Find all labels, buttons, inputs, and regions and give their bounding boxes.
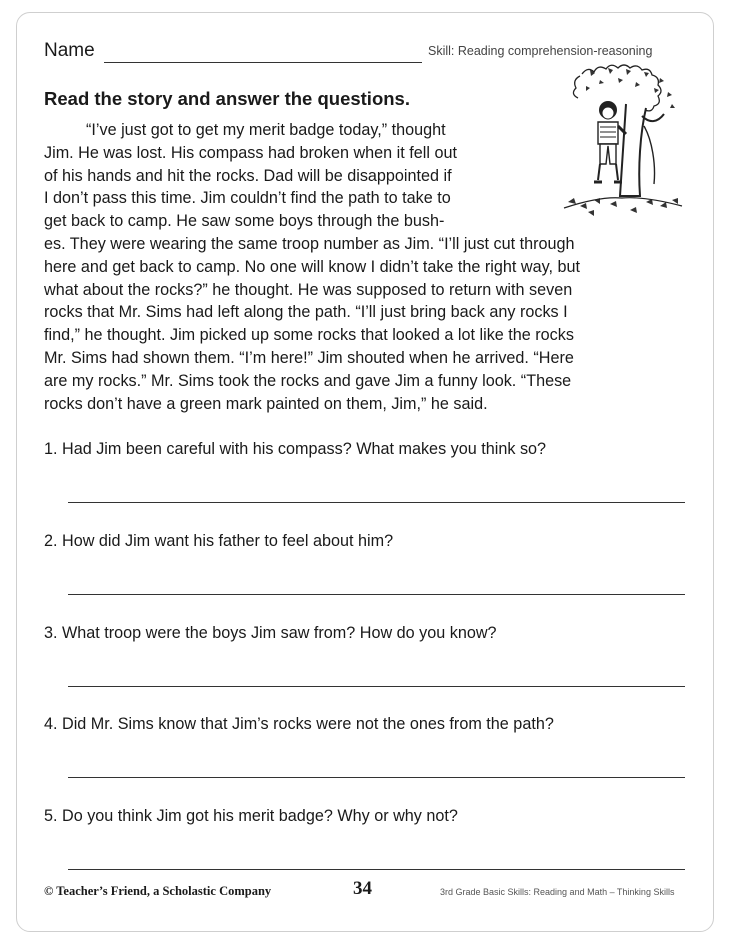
story-line: rocks don’t have a green mark painted on them, Jim,” he said. <box>44 394 488 413</box>
story-line: are my rocks.” Mr. Sims took the rocks and gave Jim a funny look. “These <box>44 371 572 390</box>
question-3: 3. What troop were the boys Jim saw from? How do you know? <box>44 624 497 642</box>
question-2: 2. How did Jim want his father to feel about him? <box>44 532 394 550</box>
story-line: Mr. Sims had shown them. “I’m here!” Jim shouted when he arrived. “Here <box>44 348 574 367</box>
story-line: Jim. He was lost. His compass had broken when it fell out <box>44 143 457 162</box>
story-line: find,” he thought. Jim picked up some rocks that looked a lot like the rocks <box>44 326 574 345</box>
story-line: here and get back to camp. No one will know I didn’t take the right way, but <box>44 257 580 276</box>
story-text <box>44 119 684 415</box>
name-blank-line[interactable] <box>104 62 422 63</box>
answer-line-1[interactable] <box>68 502 685 503</box>
skill-label: Skill: Reading comprehension-reasoning <box>428 44 653 58</box>
answer-line-5[interactable] <box>68 869 685 870</box>
answer-line-2[interactable] <box>68 594 685 595</box>
instructions-heading: Read the story and answer the questions. <box>44 88 410 109</box>
story-line: of his hands and hit the rocks. Dad will be disappointed if <box>44 166 452 185</box>
page-number: 34 <box>353 878 372 899</box>
book-title-footer: 3rd Grade Basic Skills: Reading and Math – Thinking Skills <box>440 887 675 897</box>
question-5: 5. Do you think Jim got his merit badge? Why or why not? <box>44 807 458 825</box>
question-4: 4. Did Mr. Sims know that Jim’s rocks were not the ones from the path? <box>44 715 554 733</box>
story-line: rocks that Mr. Sims had left along the path. “I’ll just bring back any rocks I <box>44 303 568 322</box>
story-line: I don’t pass this time. Jim couldn’t find the path to take to <box>44 189 451 208</box>
copyright-footer: © Teacher’s Friend, a Scholastic Company <box>44 884 272 898</box>
story-line: es. They were wearing the same troop number as Jim. “I’ll just cut through <box>44 234 575 253</box>
question-1: 1. Had Jim been careful with his compass? What makes you think so? <box>44 440 547 458</box>
answer-line-3[interactable] <box>68 686 685 687</box>
answer-line-4[interactable] <box>68 777 685 778</box>
story-line: get back to camp. He saw some boys through the bush- <box>44 212 445 231</box>
story-line: what about the rocks?” he thought. He was supposed to return with seven <box>44 280 573 299</box>
name-label: Name <box>44 40 95 61</box>
story-line: “I’ve just got to get my merit badge today,” thought <box>86 121 446 139</box>
